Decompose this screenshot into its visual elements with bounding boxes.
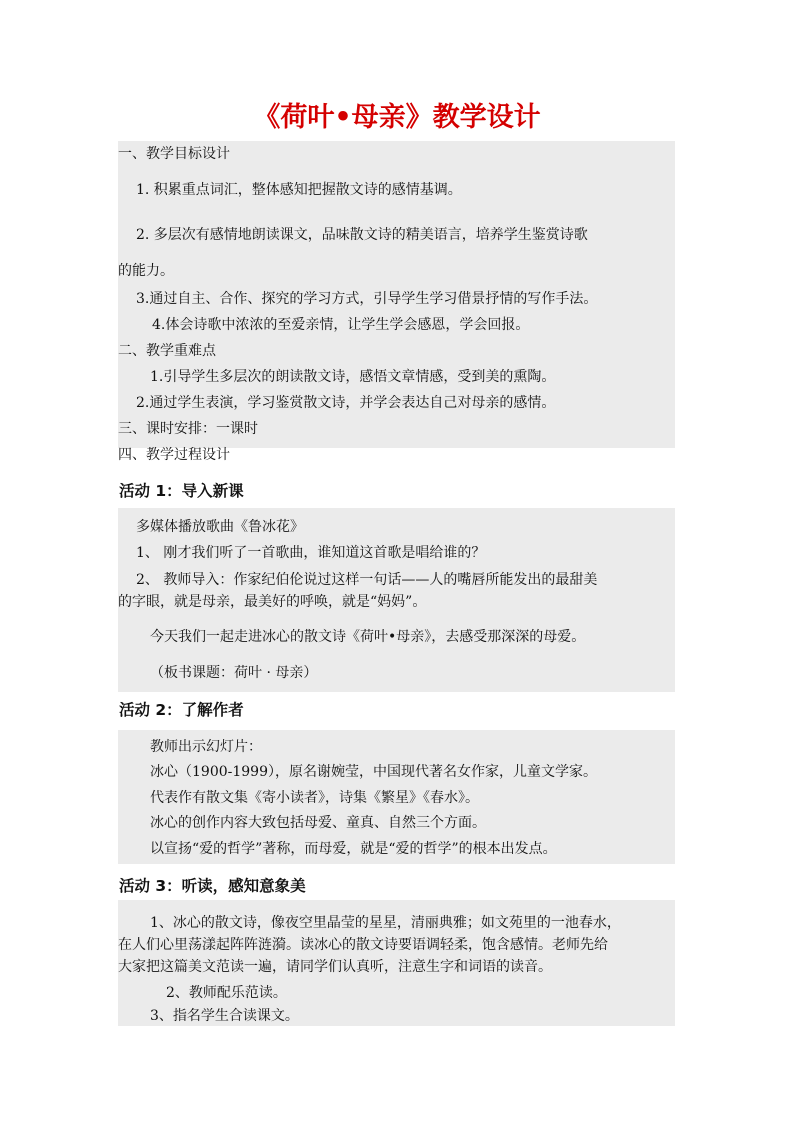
- activity-1-paragraph-4: 今天我们一起走进冰心的散文诗《荷叶•母亲》，去感受那深深的母爱。: [150, 629, 586, 645]
- activity-2-heading: 活动 2：了解作者: [119, 701, 244, 719]
- schedule-text: 三、课时安排：一课时: [118, 421, 258, 437]
- activity-1-paragraph-5: （板书课题：荷叶 · 母亲）: [150, 665, 318, 681]
- process-heading: 四、教学过程设计: [118, 447, 230, 463]
- key-point-item-2: 2.通过学生表演，学习鉴赏散文诗，并学会表达自己对母亲的感情。: [136, 395, 556, 411]
- activity-1-heading: 活动 1：导入新课: [119, 482, 244, 500]
- document-title: 《荷叶•母亲》教学设计: [253, 102, 541, 133]
- objective-item-2-line-2: 的能力。: [118, 263, 174, 279]
- activity-3-paragraph-3: 3、指名学生合读课文。: [150, 1008, 299, 1024]
- key-points-heading: 二、教学重难点: [118, 343, 216, 359]
- objective-item-3: 3.通过自主、合作、探究的学习方式，引导学生学习借景抒情的写作手法。: [136, 291, 598, 307]
- activity-2-paragraph-5: 以宣扬“爱的哲学”著称，而母爱，就是“爱的哲学”的根本出发点。: [150, 841, 557, 857]
- objective-item-2-line-1: 2. 多层次有感情地朗读课文，品味散文诗的精美语言，培养学生鉴赏诗歌: [136, 227, 588, 243]
- activity-1-paragraph-2: 1、 刚才我们听了一首歌曲，谁知道这首歌是唱给谁的？: [136, 545, 486, 561]
- activity-3-paragraph-1-line-3: 大家把这篇美文范读一遍，请同学们认真听，注意生字和词语的读音。: [118, 959, 552, 975]
- activity-2-paragraph-4: 冰心的创作内容大致包括母爱、童真、自然三个方面。: [150, 815, 486, 831]
- activity-3-heading: 活动 3：听读，感知意象美: [119, 877, 306, 895]
- activity-2-paragraph-3: 代表作有散文集《寄小读者》，诗集《繁星》《春水》。: [150, 790, 479, 806]
- activity-3-paragraph-1-line-1: 1、冰心的散文诗，像夜空里晶莹的星星，清丽典雅；如文苑里的一池春水，: [150, 915, 621, 931]
- objective-item-1: 1. 积累重点词汇，整体感知把握散文诗的感情基调。: [136, 182, 462, 198]
- objectives-heading: 一、教学目标设计: [118, 146, 230, 162]
- activity-3-paragraph-1-line-2: 在人们心里荡漾起阵阵涟漪。读冰心的散文诗要语调轻柔，饱含感情。老师先给: [118, 937, 608, 953]
- key-point-item-1: 1.引导学生多层次的朗读散文诗，感悟文章情感，受到美的熏陶。: [150, 369, 556, 385]
- objective-item-4: 4.体会诗歌中浓浓的至爱亲情，让学生学会感恩，学会回报。: [152, 317, 530, 333]
- activity-1-paragraph-3-line-2: 的字眼，就是母亲，最美好的呼唤，就是“妈妈”。: [118, 594, 427, 610]
- activity-3-paragraph-2: 2、教师配乐范读。: [166, 985, 287, 1001]
- activity-1-paragraph-1: 多媒体播放歌曲《鲁冰花》: [136, 519, 304, 535]
- activity-2-paragraph-2: 冰心（1900-1999），原名谢婉莹，中国现代著名女作家，儿童文学家。: [150, 764, 597, 780]
- activity-2-paragraph-1: 教师出示幻灯片：: [150, 739, 262, 755]
- activity-1-paragraph-3-line-1: 2、 教师导入：作家纪伯伦说过这样一句话——人的嘴唇所能发出的最甜美: [136, 572, 598, 588]
